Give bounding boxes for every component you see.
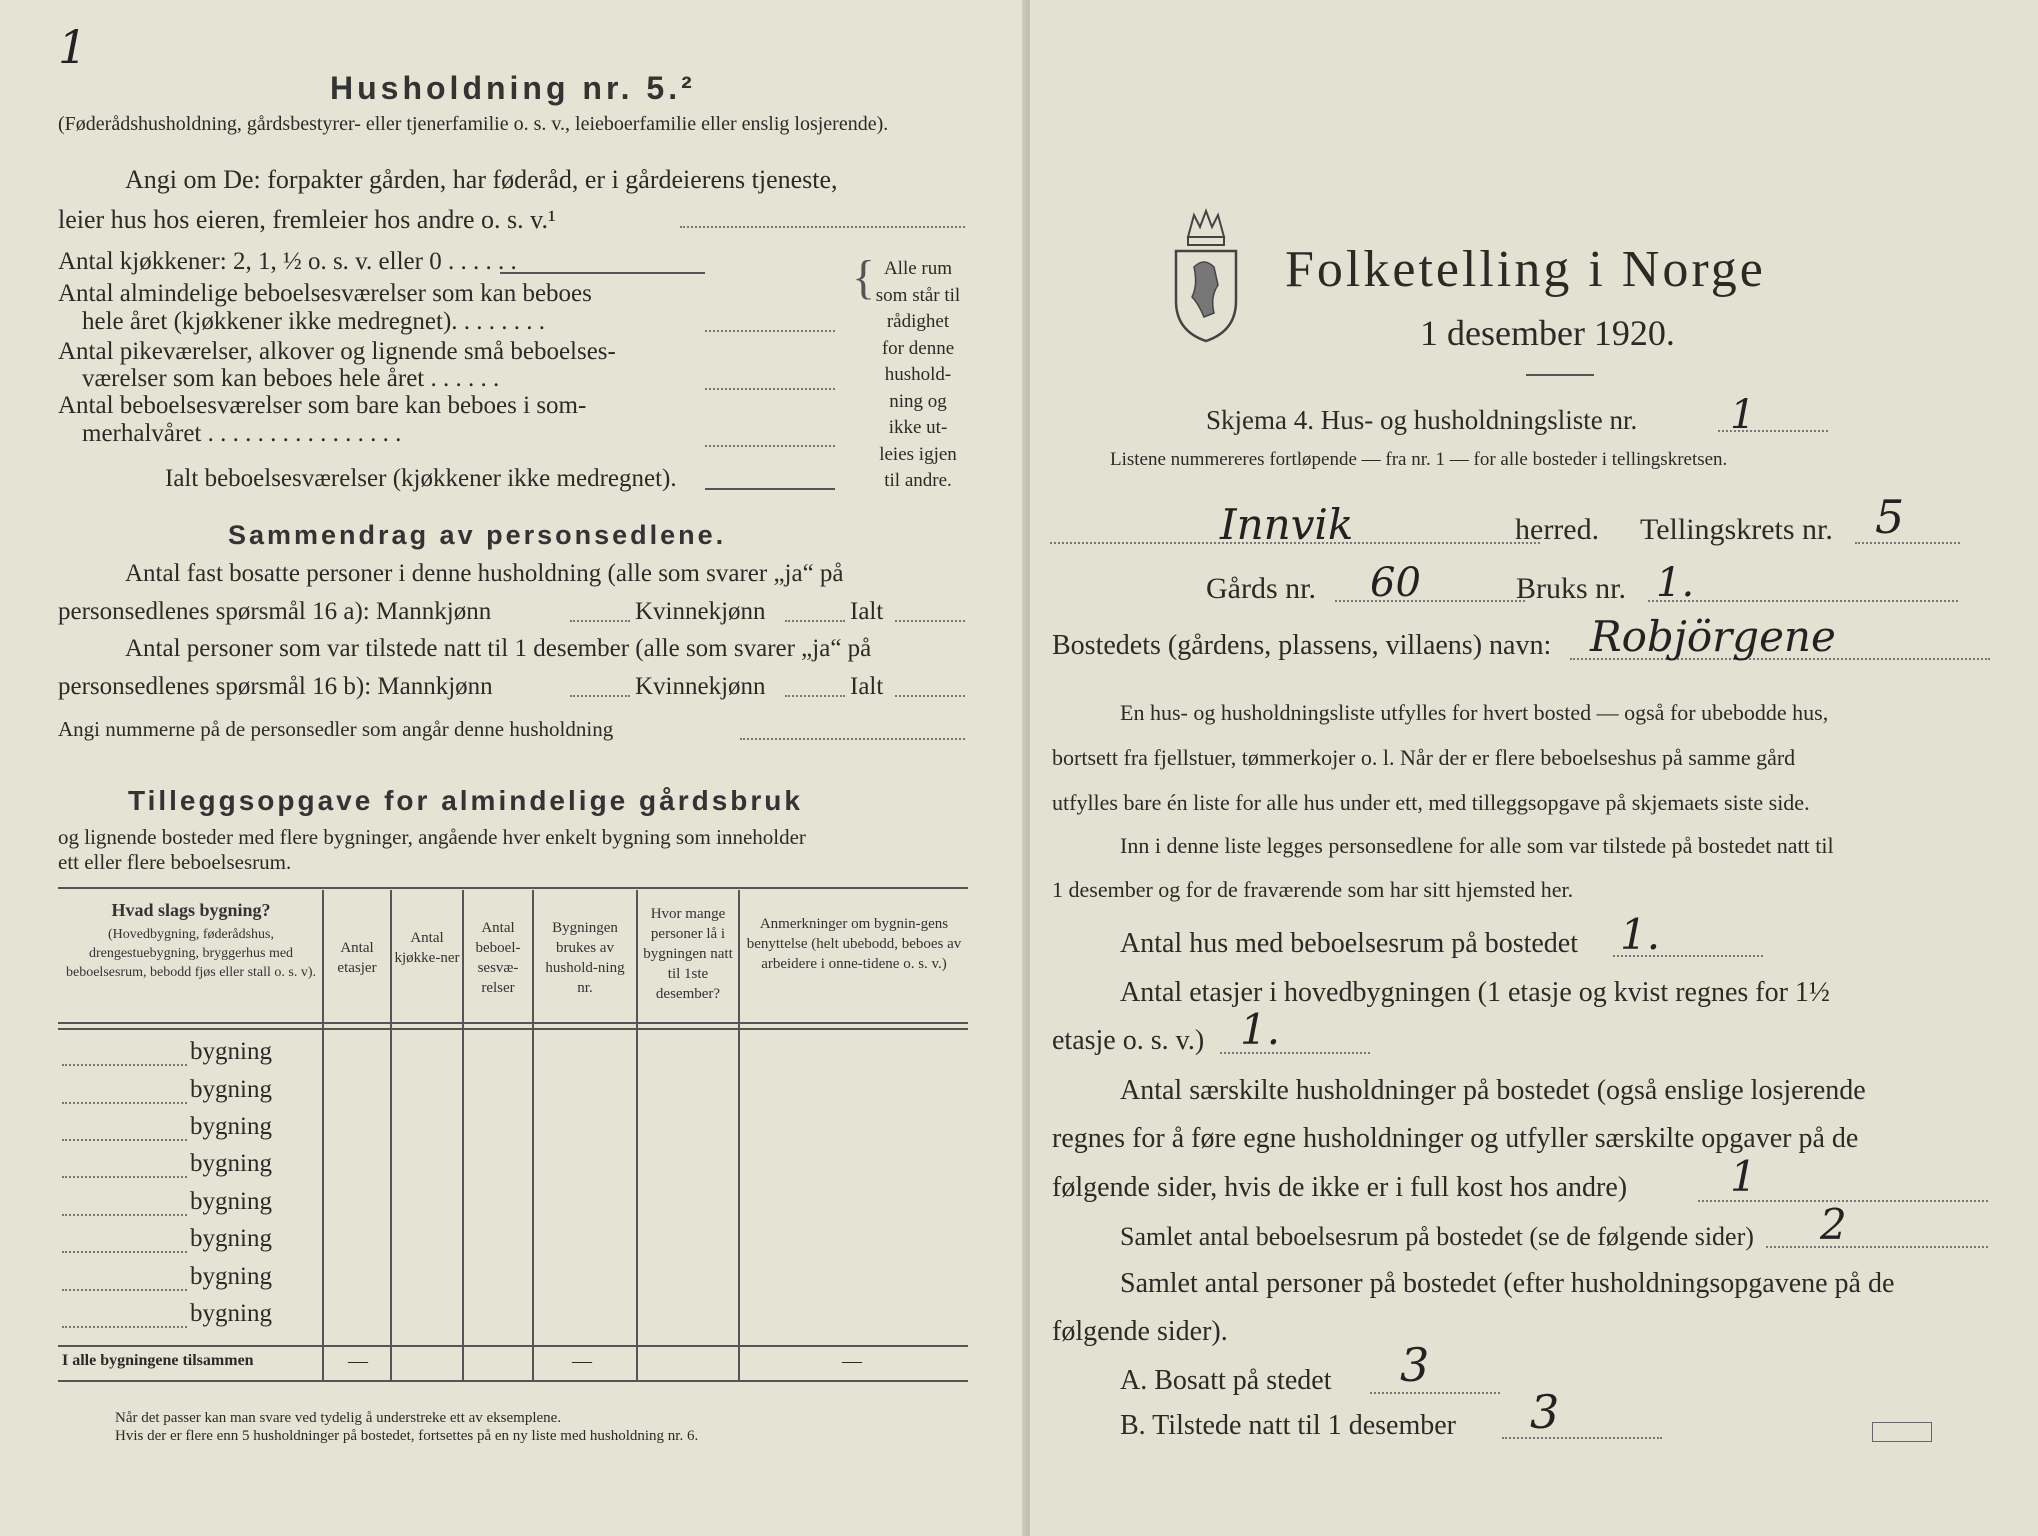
bosatt-value: 3 <box>1400 1338 1430 1392</box>
etasjer-label-1: Antal etasjer i hovedbygningen (1 etasje og kvist regnes for 1½ <box>1120 977 1830 1008</box>
table-col-line <box>636 890 638 1380</box>
total-dash: — <box>842 1350 862 1372</box>
table-header-border <box>58 1022 968 1024</box>
table-bottom-border <box>58 1380 968 1382</box>
row-line <box>62 1289 187 1291</box>
sommer-label-2: merhalvåret . . . . . . . . . . . . . . . . <box>82 420 402 447</box>
bruks-value: 1. <box>1656 560 1695 606</box>
row-line <box>62 1251 187 1253</box>
kvinne-b-line <box>785 695 845 697</box>
bygning-row-label: bygning <box>190 1225 272 1252</box>
sammendrag-line-1: Antal fast bosatte personer i denne husholdning (alle som svarer „ja“ på <box>125 560 844 587</box>
brace: { <box>852 251 876 304</box>
bosatt-label: A. Bosatt på stedet <box>1120 1365 1332 1396</box>
ialt-a-label: Ialt <box>850 598 884 625</box>
tillegg-sub-1: og lignende bosteder med flere bygninger, angående hver enkelt bygning som inneholder <box>58 825 806 849</box>
mann-a-line <box>570 620 630 622</box>
tillegg-title: Tilleggsopgave for almindelige gårdsbruk <box>128 785 803 816</box>
bygning-row-label: bygning <box>190 1300 272 1327</box>
bygning-row-label: bygning <box>190 1038 272 1065</box>
row-line <box>62 1064 187 1066</box>
instruction-1-line-1: En hus- og husholdningsliste utfylles for hvert bosted — også for ubebodde hus, <box>1120 700 1829 725</box>
table-col-line <box>532 890 534 1380</box>
footnote-2: Hvis der er flere enn 5 husholdninger på bostedet, fortsettes på en ny liste med husholdning nr. 6. <box>115 1428 699 1444</box>
pike-label-1: Antal pikeværelser, alkover og lignende små beboelses- <box>58 338 616 365</box>
gards-value: 60 <box>1370 560 1421 606</box>
herred-label: herred. <box>1515 513 1600 546</box>
kvinne-b-label: Kvinnekjønn <box>635 673 766 700</box>
table-col-line <box>322 890 324 1380</box>
antal-hus-value: 1. <box>1620 910 1661 959</box>
kjokkener-label: Antal kjøkkener: 2, 1, ½ o. s. v. eller 0 . . . . . . <box>58 248 517 275</box>
instruction-1-line-2: bortsett fra fjellstuer, tømmerkojer o. l. Når der er flere beboelseshus på samme gård <box>1052 745 1796 770</box>
bygning-row-label: bygning <box>190 1076 272 1103</box>
col-header-etasjer: Antal etasjer <box>337 940 377 976</box>
skjema-label: Skjema 4. Hus- og husholdningsliste nr. <box>1206 405 1638 435</box>
angi-nummerne-label: Angi nummerne på de personsedler som angår denne husholdning <box>58 717 614 741</box>
footnote-1: Når det passer kan man svare ved tydelig å understreke ett av eksemplene. <box>115 1410 562 1426</box>
norway-coat-of-arms-icon <box>1170 205 1242 345</box>
table-total-top-border <box>58 1345 968 1347</box>
title-divider <box>1526 374 1594 376</box>
etasjer-value: 1. <box>1240 1005 1281 1054</box>
husholdninger-label-3: følgende sider, hvis de ikke er i full kost hos andre) <box>1052 1172 1628 1203</box>
col-header-husholdning: Bygningen brukes av hushold-ning nr. <box>545 920 625 996</box>
listene-note: Listene nummereres fortløpende — fra nr. 1 — for alle bosteder i tellingskretsen. <box>1110 449 1728 470</box>
total-dash: — <box>572 1350 592 1372</box>
husholdninger-label-1: Antal særskilte husholdninger på bostedet (også enslige losjerende <box>1120 1075 1866 1106</box>
sommer-label-1: Antal beboelsesværelser som bare kan beboes i som- <box>58 392 587 419</box>
samlet-rum-label: Samlet antal beboelsesrum på bostedet (se de følgende sider) <box>1120 1222 1754 1251</box>
gards-line <box>1335 600 1525 602</box>
pike-label-2: værelser som kan beboes hele året . . . . . . <box>82 365 500 392</box>
right-page <box>1030 0 2038 1536</box>
ialt-b-label: Ialt <box>850 673 884 700</box>
col-header-kjokkener: Antal kjøkke-ner <box>394 930 460 966</box>
mann-b-line <box>570 695 630 697</box>
household-subtitle: (Føderådshusholdning, gårdsbestyrer- eller tjenerfamilie o. s. v., leieboerfamilie eller enslig losjerende). <box>58 113 889 135</box>
angi-nummerne-line <box>740 738 965 740</box>
samlet-rum-value: 2 <box>1820 1200 1847 1249</box>
sammendrag-title: Sammendrag av personsedlene. <box>228 520 727 550</box>
tilstede-value: 3 <box>1530 1385 1560 1439</box>
angi-line-1: Angi om De: forpakter gården, har føderåd, er i gårdeierens tjeneste, <box>125 165 838 194</box>
alm-label-1: Antal almindelige beboelsesværelser som kan beboes <box>58 280 592 307</box>
form-title: Folketelling i Norge <box>1285 241 1766 298</box>
instruction-2-line-1: Inn i denne liste legges personsedlene for alle som var tilstede på bostedet natt til <box>1120 833 1834 858</box>
ialt-answer-line <box>705 488 835 490</box>
alm-label-2: hele året (kjøkkener ikke medregnet). . . . . . . . <box>82 308 546 335</box>
angi-answer-line <box>680 226 965 228</box>
bygning-row-label: bygning <box>190 1150 272 1177</box>
row-line <box>62 1176 187 1178</box>
kvinne-a-label: Kvinnekjønn <box>635 598 766 625</box>
pike-answer-line <box>705 388 835 390</box>
gards-label: Gårds nr. <box>1206 572 1316 605</box>
herred-value: Innvik <box>1220 500 1354 549</box>
total-row-label: I alle bygningene tilsammen <box>62 1352 254 1369</box>
kvinne-a-line <box>785 620 845 622</box>
bygning-row-label: bygning <box>190 1188 272 1215</box>
etasjer-label-2: etasje o. s. v.) <box>1052 1025 1205 1056</box>
bygning-row-label: bygning <box>190 1113 272 1140</box>
bygning-row-label: bygning <box>190 1263 272 1290</box>
sommer-answer-line <box>705 445 835 447</box>
printer-stamp <box>1872 1422 1932 1442</box>
skjema-nr-value: 1 <box>1730 392 1756 438</box>
tilstede-line <box>1502 1437 1662 1439</box>
ialt-a-line <box>895 620 965 622</box>
table-header-border-2 <box>58 1028 968 1030</box>
ialt-b-line <box>895 695 965 697</box>
samlet-personer-label-2: følgende sider). <box>1052 1316 1228 1347</box>
instruction-1-line-3: utfylles bare én liste for alle hus under ett, med tilleggsopgave på skjemaets siste side. <box>1052 790 1810 815</box>
bostedets-label: Bostedets (gårdens, plassens, villaens) navn: <box>1052 630 1552 661</box>
tellingskrets-value: 5 <box>1875 490 1905 544</box>
bruks-label: Bruks nr. <box>1516 572 1627 605</box>
page-number-mark: 1 <box>58 20 88 74</box>
table-top-border <box>58 887 968 889</box>
sammendrag-line-2: personsedlenes spørsmål 16 a): Mannkjønn <box>58 598 492 625</box>
antal-hus-label: Antal hus med beboelsesrum på bostedet <box>1120 928 1579 959</box>
bosatt-line <box>1370 1392 1500 1394</box>
instruction-2-line-2: 1 desember og for de fraværende som har sitt hjemsted her. <box>1052 877 1574 902</box>
ialt-label: Ialt beboelsesværelser (kjøkkener ikke medregnet). <box>165 465 677 492</box>
samlet-rum-line <box>1766 1246 1988 1248</box>
sammendrag-line-4: personsedlenes spørsmål 16 b): Mannkjønn <box>58 673 493 700</box>
col-header-anmerkninger: Anmerkninger om bygnin-gens benyttelse (helt ubebodd, beboes av arbeidere i onne-tidene o. s. v.) <box>746 916 962 972</box>
tellingskrets-line <box>1855 542 1960 544</box>
tellingskrets-label: Tellingskrets nr. <box>1640 513 1833 546</box>
bruks-line <box>1648 600 1958 602</box>
col-header-personer: Hvor mange personer lå i bygningen natt til 1ste desember? <box>643 906 733 1002</box>
tillegg-sub-2: ett eller flere beboelsesrum. <box>58 850 292 874</box>
bostedets-value: Robjörgene <box>1590 612 1836 661</box>
husholdninger-value: 1 <box>1730 1152 1757 1201</box>
col-header-bygning: Hvad slags bygning? <box>111 900 271 920</box>
table-col-line <box>462 890 464 1380</box>
brace-note: Alle rum som står til rådighet for denne hushold- ning og ikke ut- leies igjen til andre. <box>875 258 961 491</box>
table-col-line <box>390 890 392 1380</box>
household-title: Husholdning nr. 5.² <box>330 70 696 106</box>
row-line <box>62 1326 187 1328</box>
row-line <box>62 1139 187 1141</box>
col-header-beboelsesvaerelser: Antal beboel-sesvæ-relser <box>475 920 521 996</box>
col-header-bygning-sub: (Hovedbygning, føderådshus, drengestuebygning, bryggerhus med beboelsesrum, bebodd fjøs eller stall o. s. v). <box>66 927 317 980</box>
angi-line-2: leier hus hos eieren, fremleier hos andre o. s. v.¹ <box>58 205 556 234</box>
tilstede-label: B. Tilstede natt til 1 desember <box>1120 1410 1456 1441</box>
total-dash: — <box>348 1350 368 1372</box>
row-line <box>62 1214 187 1216</box>
kjokkener-answer-line <box>500 272 705 274</box>
sammendrag-line-3: Antal personer som var tilstede natt til 1 desember (alle som svarer „ja“ på <box>125 635 872 662</box>
table-col-line <box>738 890 740 1380</box>
samlet-personer-label-1: Samlet antal personer på bostedet (efter husholdningsopgavene på de <box>1120 1268 1895 1299</box>
alm-answer-line <box>705 330 835 332</box>
form-date: 1 desember 1920. <box>1420 313 1675 353</box>
husholdninger-label-2: regnes for å føre egne husholdninger og utfyller særskilte opgaver på de <box>1052 1123 1859 1154</box>
row-line <box>62 1102 187 1104</box>
